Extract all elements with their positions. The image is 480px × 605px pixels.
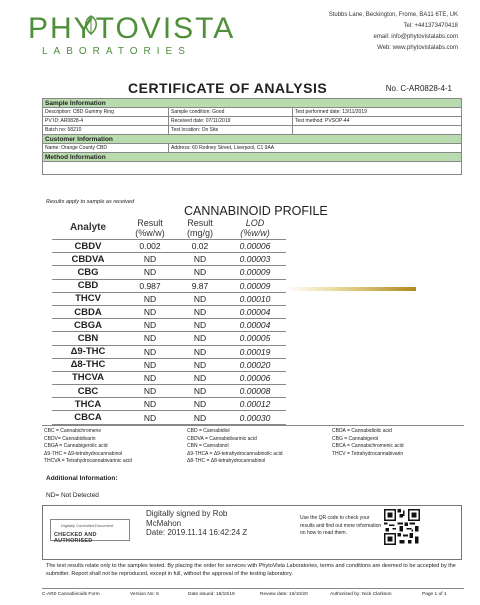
legend-col-1 xyxy=(44,428,132,466)
sample-description: Description: CBD Gummy Ring xyxy=(43,108,169,117)
table-row xyxy=(52,398,286,411)
result-pct-cell: ND xyxy=(124,385,176,398)
sample-info-heading: Sample Information xyxy=(43,99,462,108)
analyte-cell: CBDVA xyxy=(52,253,124,266)
result-mg-cell: ND xyxy=(176,411,224,424)
analyte-cell: CBDV xyxy=(52,240,124,253)
footer-page: Page 1 of 1 xyxy=(422,592,447,597)
profile-title: CANNABINOID PROFILE xyxy=(184,204,328,218)
legend-item: CBD = Cannabidiol xyxy=(187,428,230,434)
result-pct-cell: 0.002 xyxy=(124,240,176,253)
analyte-cell: Δ9-THC xyxy=(52,345,124,358)
tel-text: Tel: +441373470418 xyxy=(403,23,458,29)
result-mg-cell: ND xyxy=(176,371,224,384)
col-result-mg: Result (mg/g) xyxy=(176,217,224,240)
qr-code-icon[interactable] xyxy=(384,509,420,545)
results-note: Results apply to sample as received xyxy=(46,199,135,205)
legend-item: THCVA = Tetrahydrocannabivarinic acid xyxy=(44,458,133,464)
info-table xyxy=(42,98,462,175)
email-text: email: info@phytovistalabs.com xyxy=(373,34,458,40)
analyte-cell: CBCA xyxy=(52,411,124,424)
table-row xyxy=(52,305,286,318)
table-row xyxy=(52,319,286,332)
analyte-cell: Δ8-THC xyxy=(52,358,124,371)
result-pct-cell: ND xyxy=(124,371,176,384)
cannabinoid-table xyxy=(52,217,286,425)
table-row xyxy=(52,411,286,424)
legend-item: Δ9-THC = Δ9-tetrahydrocannabinol xyxy=(44,450,123,457)
web-text: Web: www.phytovistalabs.com xyxy=(377,45,458,51)
sample-condition: Sample condition: Good xyxy=(169,108,293,117)
signed-by: Digitally signed by Rob McMahon xyxy=(146,509,228,528)
table-row xyxy=(52,345,286,358)
footer-authorised: Authorised by: Nick Clarkson xyxy=(330,592,392,597)
legend-item: CBN = Cannabinol xyxy=(187,443,229,449)
result-pct-cell: ND xyxy=(124,319,176,332)
table-row xyxy=(52,240,286,253)
lod-cell: 0.00004 xyxy=(224,319,286,332)
table-row xyxy=(52,266,286,279)
company-logo xyxy=(28,12,235,46)
legend-col-3 xyxy=(332,428,404,458)
lod-cell: 0.00012 xyxy=(224,398,286,411)
result-pct-cell: ND xyxy=(124,253,176,266)
table-row xyxy=(52,279,286,292)
signed-date: Date: 2019.11.14 16:42:24 Z xyxy=(146,528,248,537)
legend-item: CBC = Cannabichromene xyxy=(44,428,102,434)
logo-subtitle: LABORATORIES xyxy=(42,46,191,57)
customer-info-heading: Customer Information xyxy=(43,135,462,144)
result-mg-cell: ND xyxy=(176,358,224,371)
analyte-cell: CBGA xyxy=(52,319,124,332)
table-row xyxy=(52,358,286,371)
lod-cell: 0.00020 xyxy=(224,358,286,371)
result-pct-cell: ND xyxy=(124,358,176,371)
authorised-stamp xyxy=(50,519,130,544)
customer-address: Address: 60 Rodney Street, Liverpool, C1 9AA xyxy=(169,144,462,153)
lod-cell: 0.00004 xyxy=(224,305,286,318)
lod-cell: 0.00030 xyxy=(224,411,286,424)
test-date: Test performed date: 13/11/2019 xyxy=(293,108,462,117)
address-text: Stubbs Lane, Beckington, Frome, BA11 6TE, UK xyxy=(328,12,458,18)
result-mg-cell: ND xyxy=(176,398,224,411)
analyte-cell: CBG xyxy=(52,266,124,279)
col-analyte: Analyte xyxy=(52,217,124,240)
legend-item: CBDA = Cannabidiolic acid xyxy=(332,428,392,434)
analyte-cell: THCA xyxy=(52,398,124,411)
result-pct-cell: ND xyxy=(124,292,176,305)
decorative-gold-bar xyxy=(286,287,416,291)
method-info-heading: Method Information xyxy=(43,153,462,162)
logo-text: PHYTOVISTA xyxy=(28,12,236,45)
lod-cell: 0.00006 xyxy=(224,371,286,384)
table-row xyxy=(52,371,286,384)
legend-col-2 xyxy=(187,428,282,466)
result-mg-cell: ND xyxy=(176,292,224,305)
document-title: CERTIFICATE OF ANALYSIS xyxy=(128,80,328,96)
abbreviation-legend xyxy=(42,425,464,469)
result-pct-cell: ND xyxy=(124,398,176,411)
lod-cell: 0.00003 xyxy=(224,253,286,266)
lod-cell: 0.00010 xyxy=(224,292,286,305)
result-mg-cell: ND xyxy=(176,332,224,345)
analyte-cell: THCVA xyxy=(52,371,124,384)
stamp-left-text: Digitally Controlled xyxy=(61,523,95,528)
stamp-main-text: CHECKED AND AUTHORISED xyxy=(54,532,97,544)
lod-cell: 0.00019 xyxy=(224,345,286,358)
footer-form: C-AR0 Cannabinoids Form xyxy=(42,592,100,597)
lod-cell: 0.00008 xyxy=(224,385,286,398)
table-row xyxy=(52,253,286,266)
result-pct-cell: 0.987 xyxy=(124,279,176,292)
digital-signature xyxy=(146,509,251,538)
legend-item: CBCA = Cannabichromenic acid xyxy=(332,443,404,449)
footer-version: Version No: 6 xyxy=(130,592,159,597)
result-mg-cell: ND xyxy=(176,345,224,358)
legend-item: Δ9-THCA = Δ9-tetrahydrocannabinolic acid xyxy=(187,450,283,457)
lod-cell: 0.00009 xyxy=(224,279,286,292)
result-pct-cell: ND xyxy=(124,345,176,358)
legend-item: CBDV= Cannabidivarin xyxy=(44,435,96,442)
empty-cell xyxy=(293,126,462,135)
table-row xyxy=(52,385,286,398)
lod-cell: 0.00009 xyxy=(224,266,286,279)
analyte-cell: CBN xyxy=(52,332,124,345)
contact-block xyxy=(329,10,458,54)
result-mg-cell: 0.02 xyxy=(176,240,224,253)
result-mg-cell: ND xyxy=(176,385,224,398)
test-location: Test location: On Site xyxy=(169,126,293,135)
analyte-cell: CBDA xyxy=(52,305,124,318)
test-method: Test method: PVSOP-44 xyxy=(293,117,462,126)
col-lod: LOD (%w/w) xyxy=(224,217,286,240)
result-mg-cell: ND xyxy=(176,266,224,279)
method-info-body xyxy=(43,162,462,175)
additional-info-label: Additional Information: xyxy=(46,475,118,482)
lod-cell: 0.00005 xyxy=(224,332,286,345)
batch-no: Batch no: 58210 xyxy=(43,126,169,135)
footer-issued: Date issued: 16/10/19 xyxy=(188,592,235,597)
result-pct-cell: ND xyxy=(124,266,176,279)
analyte-cell: THCV xyxy=(52,292,124,305)
result-mg-cell: ND xyxy=(176,319,224,332)
nd-note: ND= Not Detected xyxy=(46,492,99,499)
legend-item: CBG = Cannabigerol xyxy=(332,435,379,442)
pv-id: PV ID: AR0828-4 xyxy=(43,117,169,126)
disclaimer: The test results relate only to the samples tested. By placing the order for services with PhytoVista Laboratories, terms and conditions are deemed to be accepted by the submitter. Report shall not be reproduced, except in full, without the approval of the testing laboratory. xyxy=(46,563,456,577)
legend-item: THCV = Tetrahydrocannabivarin xyxy=(332,450,404,457)
result-pct-cell: ND xyxy=(124,411,176,424)
page-footer xyxy=(42,588,464,600)
stamp-right-text: Document xyxy=(95,523,114,528)
analyte-cell: CBC xyxy=(52,385,124,398)
legend-item: Δ8-THC = Δ8-tetrahydrocannabinol xyxy=(187,458,266,464)
received-date: Received date: 07/11/2019 xyxy=(169,117,293,126)
lod-cell: 0.00006 xyxy=(224,240,286,253)
legend-item: CBGA = Cannabigerolic acid xyxy=(44,443,108,449)
result-mg-cell: ND xyxy=(176,253,224,266)
table-row xyxy=(52,292,286,305)
col-result-pct: Result (%w/w) xyxy=(124,217,176,240)
customer-name: Name: Orange County CBD xyxy=(43,144,169,153)
certificate-number: No. C-AR0828-4-1 xyxy=(385,84,452,93)
table-row xyxy=(52,332,286,345)
leaf-icon xyxy=(80,14,102,36)
qr-note: Use the QR code to check your results and find out more information on how to read them. xyxy=(300,515,382,536)
footer-review: Review date: 16/10/20 xyxy=(260,592,308,597)
analyte-cell: CBD xyxy=(52,279,124,292)
result-mg-cell: 9.87 xyxy=(176,279,224,292)
legend-item: CBDVA = Cannabidivarinic acid xyxy=(187,435,257,442)
result-pct-cell: ND xyxy=(124,332,176,345)
result-pct-cell: ND xyxy=(124,305,176,318)
result-mg-cell: ND xyxy=(176,305,224,318)
